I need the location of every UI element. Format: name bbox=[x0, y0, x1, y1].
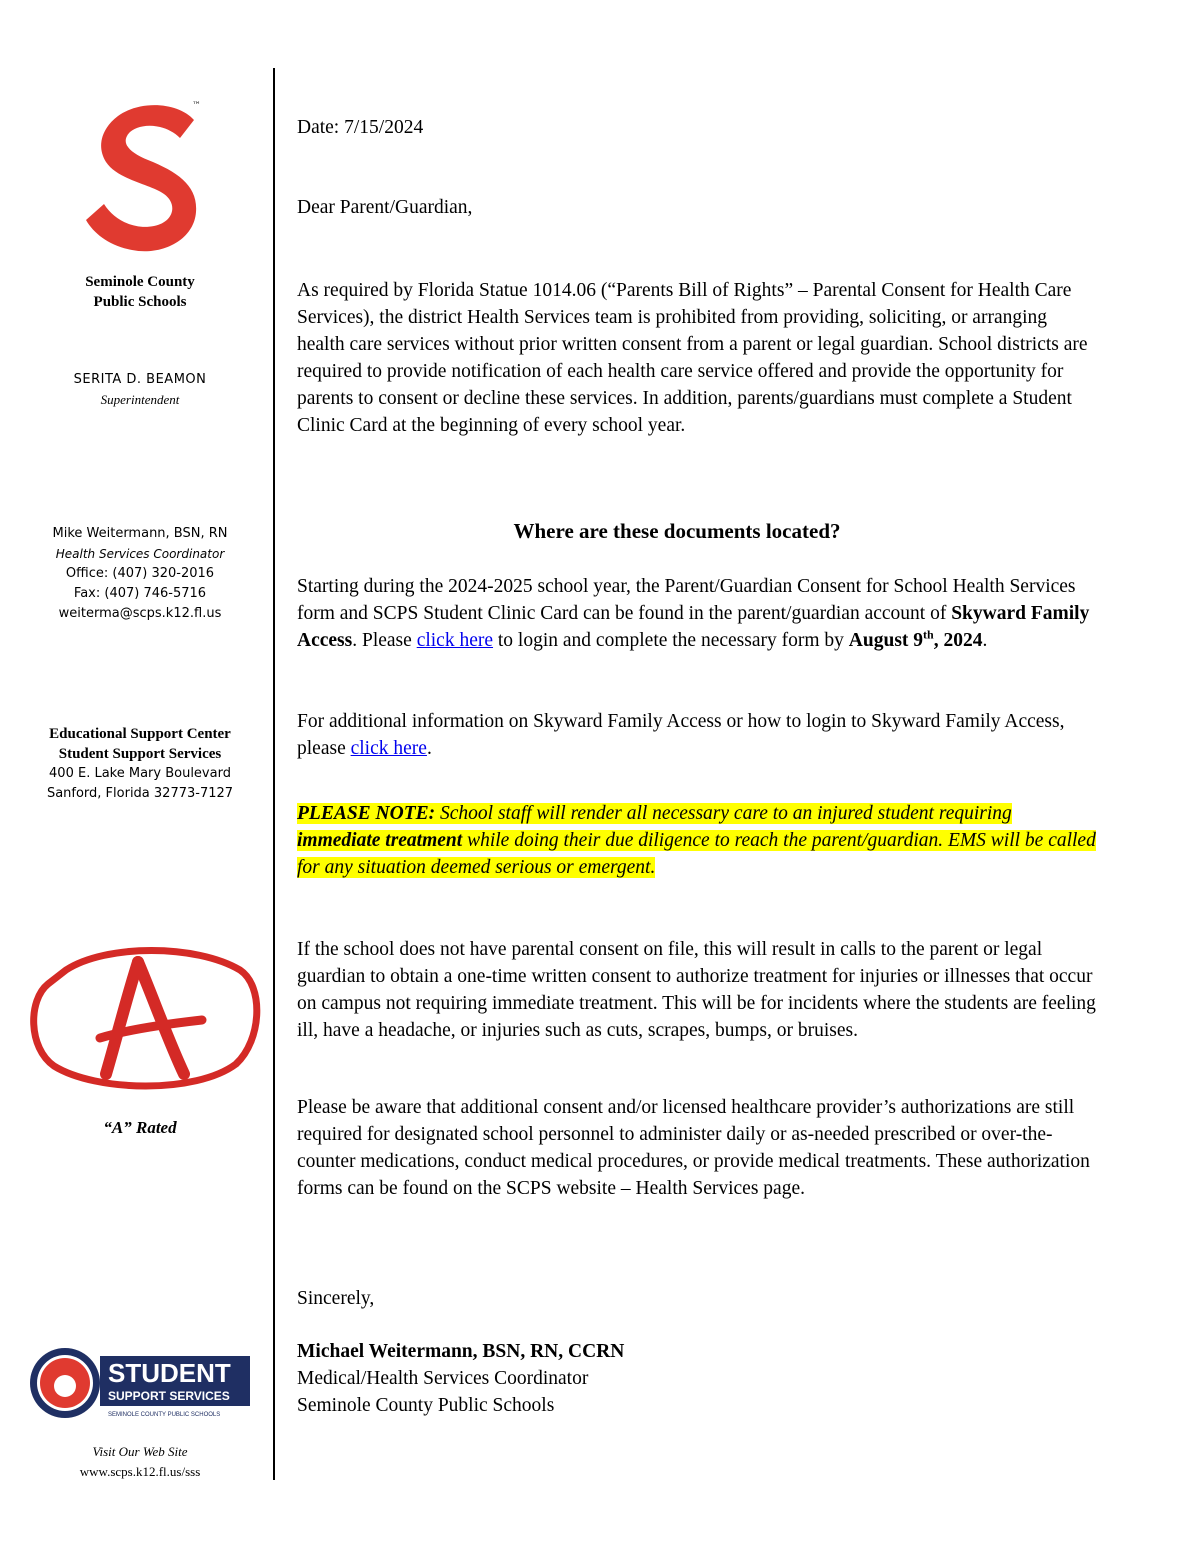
org-name-line1: Seminole County bbox=[85, 274, 195, 290]
info-link[interactable]: click here bbox=[350, 738, 427, 759]
deadline-year: , 2024 bbox=[933, 630, 983, 651]
contact-office: Office: (407) 320-2016 bbox=[65, 566, 215, 581]
addl-text-2: . bbox=[426, 738, 432, 759]
contact-name: Mike Weitermann, BSN, RN bbox=[52, 526, 228, 541]
center-line3: 400 E. Lake Mary Boulevard bbox=[49, 766, 231, 781]
skyward-label: Skyward Family Access bbox=[297, 603, 1090, 651]
additional-info-paragraph bbox=[297, 708, 1097, 762]
superintendent-title: Superintendent bbox=[100, 392, 180, 407]
note-text-2: while doing their due diligence to reach the parent/guardian. EMS will be called for any situation deemed serious or emergent. bbox=[297, 830, 1096, 878]
coordinator-contact bbox=[0, 524, 280, 624]
student-support-services-logo bbox=[28, 1346, 254, 1420]
section-heading: Where are these documents located? bbox=[513, 519, 841, 543]
deadline-date: August 9 bbox=[848, 630, 924, 651]
location-paragraph bbox=[297, 573, 1097, 654]
contact-email: weiterma@scps.k12.fl.us bbox=[58, 606, 222, 621]
superintendent-name: SERITA D. BEAMON bbox=[73, 372, 207, 387]
addl-text-1: For additional information on Skyward Family Access or how to login to Skyward Family Access, please bbox=[297, 711, 1065, 759]
signature-block bbox=[297, 1338, 1097, 1419]
website-block bbox=[0, 1442, 280, 1482]
loc-text-1: Starting during the 2024-2025 school year, the Parent/Guardian Consent for School Health Services form and SCPS Student Clinic Card can be found in the parent/guardian account of bbox=[297, 576, 1076, 624]
svg-text:™: ™ bbox=[192, 101, 201, 111]
signer-title: Medical/Health Services Coordinator bbox=[297, 1368, 589, 1389]
awareness-paragraph: Please be aware that additional consent and/or licensed healthcare provider’s authorizations are still required for designated school personnel to administer daily or as-needed prescribed or over-the-counter medications, conduct medical procedures, or provide medical treatments. These authorization forms can be found on the SCPS website – Health Services page. bbox=[297, 1097, 1090, 1199]
center-line2: Student Support Services bbox=[58, 746, 222, 762]
consent-paragraph: If the school does not have parental consent on file, this will result in calls to the parent or legal guardian to obtain a one-time written consent to authorize treatment for injuries or illnesses that occur on campus not requiring immediate treatment. This will be for incidents where the students are feeling ill, have a headache, or injuries such as cuts, scrapes, bumps, or bruises. bbox=[297, 939, 1096, 1041]
loc-text-4: . bbox=[982, 630, 988, 651]
signer-org: Seminole County Public Schools bbox=[297, 1395, 555, 1416]
scps-apple-s-logo bbox=[78, 94, 208, 254]
a-rated-label: “A” Rated bbox=[103, 1118, 177, 1137]
loc-text-2: . Please bbox=[352, 630, 417, 651]
deadline-sup: th bbox=[923, 627, 934, 642]
note-label: PLEASE NOTE: bbox=[297, 803, 436, 824]
letter-date: Date: 7/15/2024 bbox=[297, 117, 424, 138]
login-link[interactable]: click here bbox=[416, 630, 494, 651]
letterhead-sidebar bbox=[0, 0, 272, 1553]
note-emphasis: immediate treatment bbox=[297, 830, 463, 851]
web-url[interactable]: www.scps.k12.fl.us/sss bbox=[79, 1464, 201, 1479]
contact-fax: Fax: (407) 746-5716 bbox=[73, 586, 207, 601]
contact-title: Health Services Coordinator bbox=[55, 547, 225, 561]
sss-word3: SEMINOLE COUNTY PUBLIC SCHOOLS bbox=[108, 1412, 221, 1418]
loc-text-3: to login and complete the necessary form by bbox=[493, 630, 849, 651]
a-grade-circle-icon bbox=[26, 940, 262, 1090]
sss-word1: STUDENT bbox=[108, 1358, 231, 1388]
please-note-paragraph bbox=[297, 800, 1097, 881]
center-line1: Educational Support Center bbox=[49, 726, 231, 742]
letter-greeting: Dear Parent/Guardian, bbox=[297, 197, 473, 218]
sss-word2: SUPPORT SERVICES bbox=[108, 1389, 230, 1403]
signer-name: Michael Weitermann, BSN, RN, CCRN bbox=[297, 1341, 625, 1362]
vertical-divider bbox=[273, 68, 275, 1480]
center-line4: Sanford, Florida 32773-7127 bbox=[46, 786, 234, 801]
closing: Sincerely, bbox=[297, 1288, 375, 1309]
org-name-line2: Public Schools bbox=[93, 294, 187, 310]
note-text-1: School staff will render all necessary care to an injured student requiring bbox=[435, 803, 1012, 824]
support-center-address bbox=[0, 724, 280, 804]
intro-paragraph: As required by Florida Statue 1014.06 (“Parents Bill of Rights” – Parental Consent for Health Care Services), the district Health Services team is prohibited from providing, soliciting, or arranging health care services without prior written consent from a parent or legal guardian. School districts are required to provide notification of each health care service offered and provide the opportunity for parents to consent or decline these services. In addition, parents/guardians must complete a Student Clinic Card at the beginning of every school year. bbox=[297, 280, 1088, 436]
web-label: Visit Our Web Site bbox=[92, 1444, 188, 1459]
org-name bbox=[0, 272, 280, 312]
